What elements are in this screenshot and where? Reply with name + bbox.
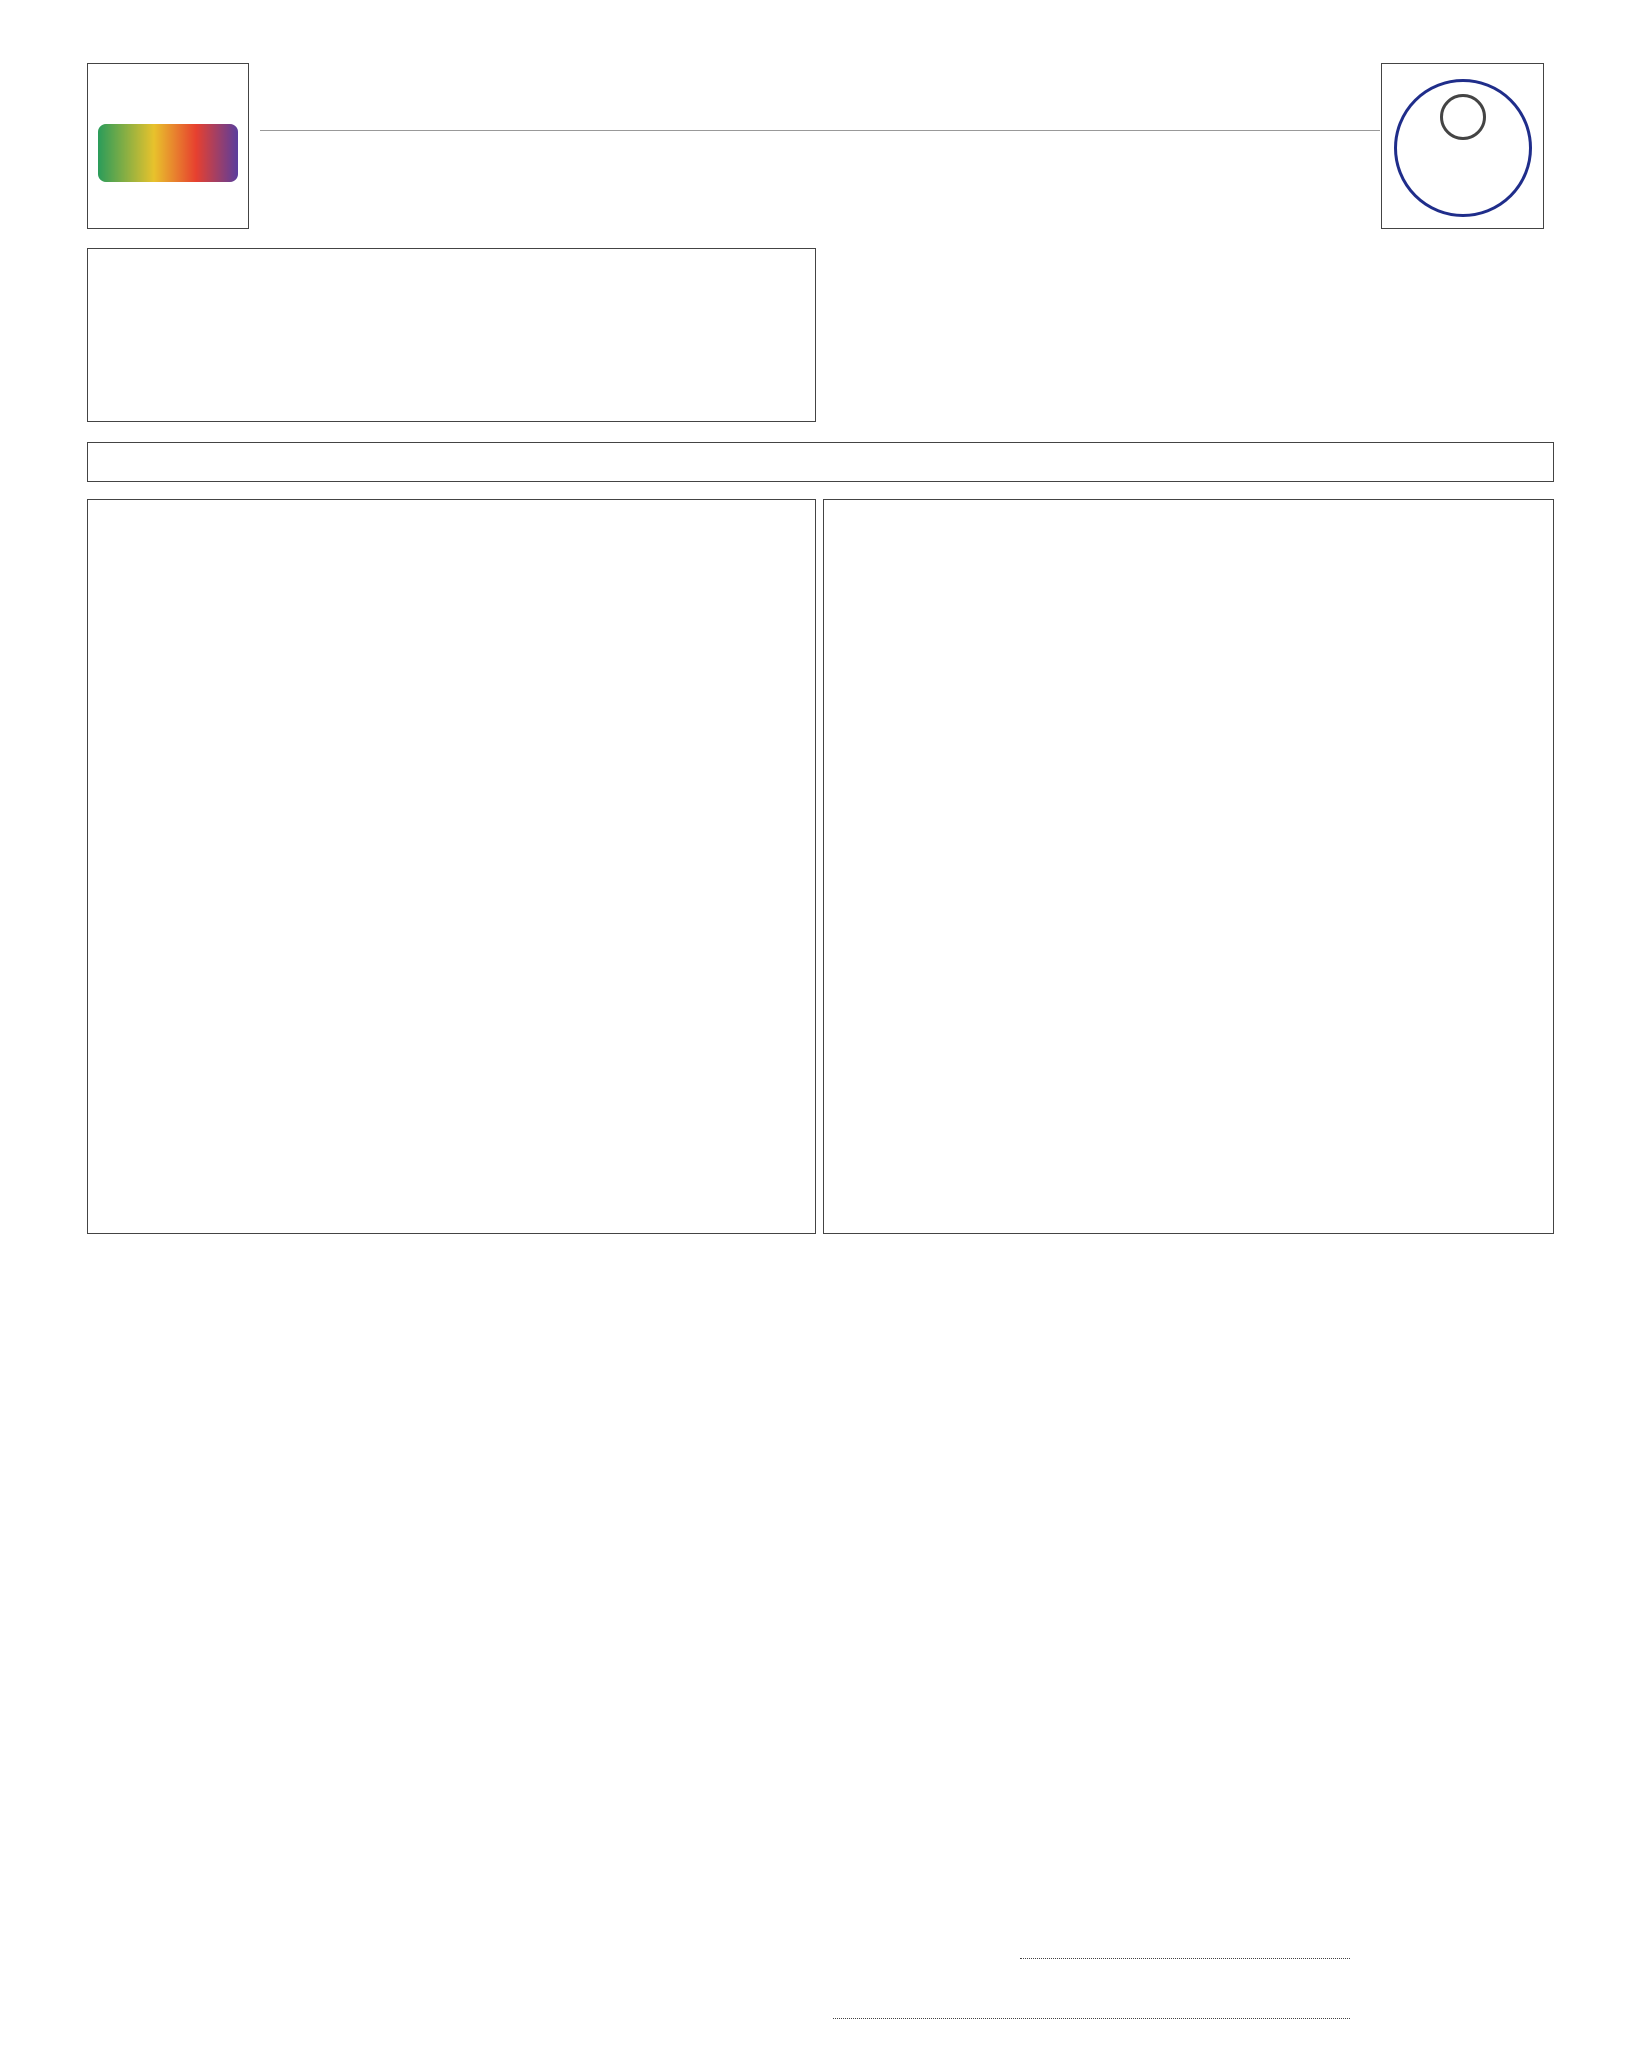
proliga-logo bbox=[87, 63, 249, 229]
referees bbox=[87, 442, 1554, 482]
roster-team-a bbox=[87, 499, 816, 1234]
signature-line bbox=[833, 2018, 1350, 2019]
volleyball-icon bbox=[1440, 94, 1486, 140]
jury-president-line bbox=[1020, 1958, 1350, 1959]
roster-team-b bbox=[823, 499, 1554, 1234]
title-divider bbox=[260, 130, 1380, 131]
sidebar-logos bbox=[0, 60, 78, 2048]
pbvsi-logo bbox=[1381, 63, 1544, 229]
match-info bbox=[87, 248, 816, 422]
